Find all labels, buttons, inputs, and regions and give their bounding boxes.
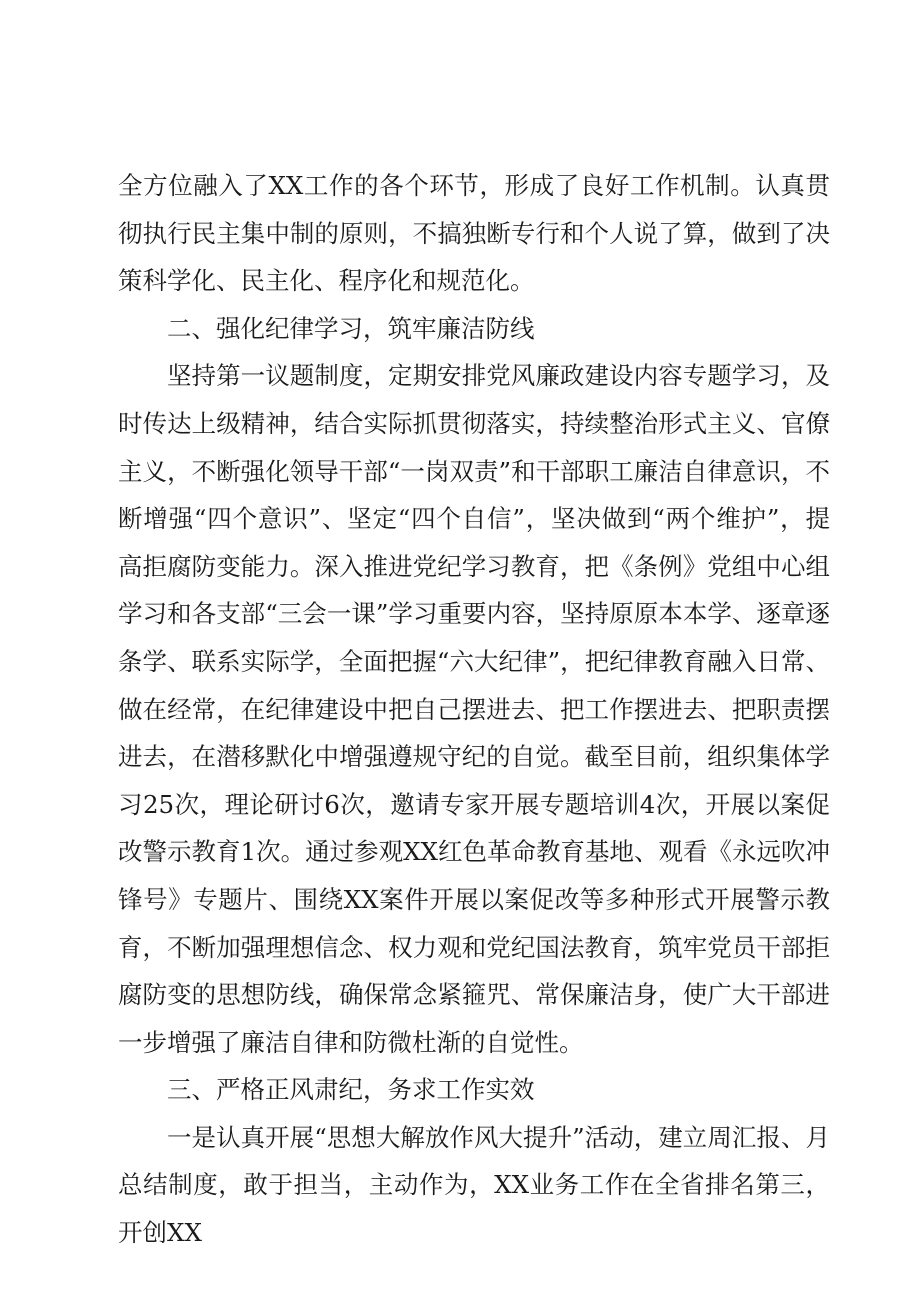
document-body <box>118 162 830 1257</box>
paragraph-discipline-study: 坚持第一议题制度，定期安排党风廉政建设内容专题学习，及时传达上级精神，结合实际抓贯彻落实，持续整治形式主义、官僚主义，不断强化领导干部“一岗双责”和干部职工廉洁自律意识，不断增强“四个意识”、坚定“四个自信”，坚决做到“两个维护”，提高拒腐防变能力。深入推进党纪学习教育，把《条例》党组中心组学习和各支部“三会一课”学习重要内容，坚持原原本本学、逐章逐条学、联系实际学，全面把握“六大纪律”，把纪律教育融入日常、做在经常，在纪律建设中把自己摆进去、把工作摆进去、把职责摆进去，在潜移默化中增强遵规守纪的自觉。截至目前，组织集体学习25次，理论研讨6次，邀请专家开展专题培训4次，开展以案促改警示教育1次。通过参观XX红色革命教育基地、观看《永远吹冲锋号》专题片、围绕XX案件开展以案促改等多种形式开展警示教育，不断加强理想信念、权力观和党纪国法教育，筑牢党员干部拒腐防变的思想防线，确保常念紧箍咒、常保廉洁身，使广大干部进一步增强了廉洁自律和防微杜渐的自觉性。 <box>118 361 830 1057</box>
section-heading-three: 三、严格正风肃纪，务求工作实效 <box>167 1075 535 1105</box>
paragraph-work-style: 一是认真开展“思想大解放作风大提升”活动，建立周汇报、月总结制度，敢于担当，主动作为，XX业务工作在全省排名第三，开创XX <box>118 1122 830 1248</box>
section-heading-two: 二、强化纪律学习，筑牢廉洁防线 <box>167 313 535 343</box>
paragraph-mechanism: 全方位融入了XX工作的各个环节，形成了良好工作机制。认真贯彻执行民主集中制的原则，不搞独断专行和个人说了算，做到了决策科学化、民主化、程序化和规范化。 <box>118 171 830 296</box>
